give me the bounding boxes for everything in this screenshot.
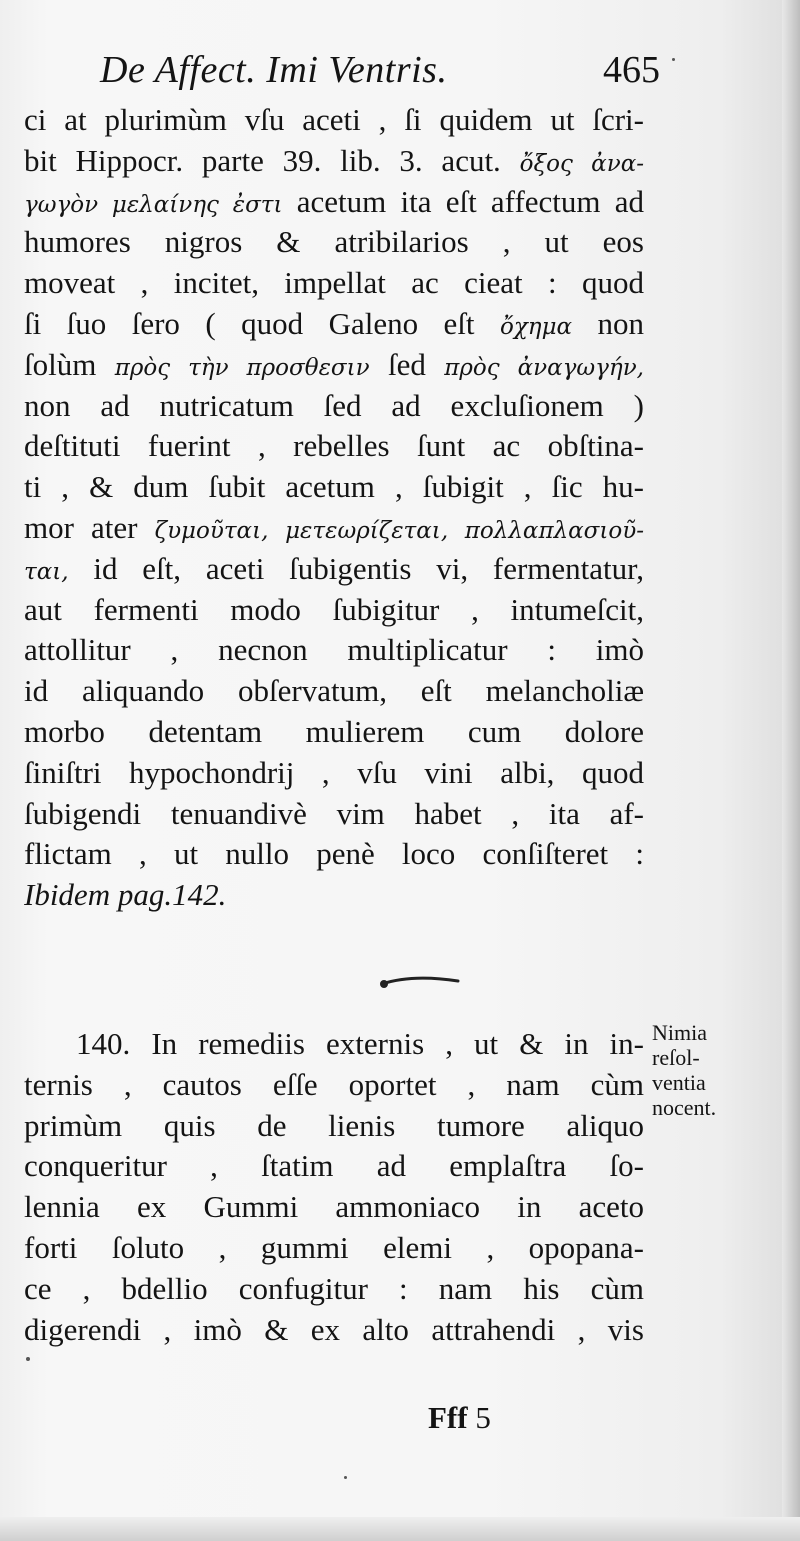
text-line (24, 630, 644, 671)
text-line (24, 100, 644, 141)
citation-line (24, 875, 644, 916)
text-line (24, 753, 644, 794)
text-line (24, 263, 644, 304)
page-bottom-shadow (0, 1517, 800, 1541)
text-line (24, 386, 644, 427)
line-text: ce , bdellio confugitur : nam his cùm (24, 1270, 644, 1306)
section-ornament (380, 972, 460, 992)
text-line (24, 1024, 644, 1065)
text-line (24, 467, 644, 508)
line-text: ternis , cautos eſſe oportet , nam cùm (24, 1066, 644, 1102)
line-text: acetum ita eſt affectum ad (282, 183, 644, 219)
line-text: flictam , ut nullo penè loco conſiſteret : (24, 836, 644, 872)
line-text: ſolùm (24, 346, 115, 382)
line-text: primùm quis de lienis tumore aliquo (24, 1107, 644, 1143)
line-text: ſi ſuo ſero ( quod Galeno eſt (24, 305, 500, 341)
text-line (24, 1228, 644, 1269)
line-text: aut fermenti modo ſubigitur , intumeſcit, (24, 591, 644, 627)
text-line (24, 345, 644, 386)
text-line (24, 712, 644, 753)
signature-mark (428, 1398, 491, 1438)
ink-speck (26, 1357, 30, 1361)
text-line (24, 1065, 644, 1106)
text-line (24, 549, 644, 590)
greek-text: πρὸς ἀναγωγήν, (444, 354, 644, 381)
margin-note-line: Nimia (652, 1020, 707, 1045)
line-text: morbo detentam mulierem cum dolore (24, 713, 644, 749)
margin-note (652, 1020, 762, 1120)
line-text: ti , & dum ſubit acetum , ſubigit , ſic hu- (24, 469, 644, 505)
greek-text: ὄξος ἀνα- (519, 150, 644, 177)
line-text: lennia ex Gummi ammoniaco in aceto (24, 1189, 644, 1225)
line-text: non ad nutricatum ſed ad excluſionem ) (24, 387, 644, 423)
text-line (24, 1187, 644, 1228)
line-text: conqueritur , ſtatim ad emplaſtra ſo- (24, 1148, 644, 1184)
line-text: ſed (369, 346, 445, 382)
ink-speck (672, 58, 675, 61)
page-header (100, 42, 660, 98)
line-text: bit Hippocr. parte 39. lib. 3. acut. (24, 142, 520, 178)
line-text: deſtituti fuerint , rebelles ſunt ac obſtina- (24, 428, 644, 464)
text-line (24, 508, 644, 549)
line-text: id eſt, aceti ſubigentis vi, fermentatur, (68, 550, 644, 586)
text-line (24, 834, 644, 875)
text-line (24, 182, 644, 223)
text-line (24, 1310, 644, 1351)
greek-text: γωγὸν μελαίνης ἐστι (24, 191, 283, 218)
citation-text: Ibidem pag.142. (24, 877, 227, 913)
signature-letters: Fff (428, 1400, 468, 1435)
text-line (24, 794, 644, 835)
text-line (24, 1146, 644, 1187)
text-line (24, 426, 644, 467)
text-line (24, 1269, 644, 1310)
greek-text: ὄχημα (500, 313, 573, 340)
line-text: attollitur , necnon multiplicatur : imò (24, 632, 644, 668)
line-text: non (572, 305, 644, 341)
text-line (24, 222, 644, 263)
greek-text: πρὸς τὴν προσθεσιν (114, 354, 370, 381)
text-line (24, 590, 644, 631)
greek-text: ζυμοῦται, μετεωρίζεται, πολλαπλασιοῦ- (154, 517, 644, 544)
margin-note-line: reſol- (652, 1045, 700, 1070)
page-number: 465 (603, 49, 660, 91)
line-text: ſubigendi tenuandivè vim habet , ita af- (24, 795, 644, 831)
ink-speck (344, 1476, 347, 1479)
paragraph-1 (24, 100, 644, 916)
line-text: digerendi , imò & ex alto attrahendi , vis (24, 1311, 644, 1347)
running-head: De Affect. Imi Ventris. (100, 49, 448, 91)
signature-number: 5 (475, 1400, 491, 1435)
page-edge-shadow (782, 0, 800, 1541)
line-text: ſiniſtri hypochondrij , vſu vini albi, quod (24, 754, 644, 790)
line-text: moveat , incitet, impellat ac cieat : quod (24, 265, 644, 301)
margin-note-line: ventia (652, 1070, 706, 1095)
line-text: id aliquando obſervatum, eſt melancholiæ (24, 673, 644, 709)
text-line (24, 141, 644, 182)
text-line (24, 671, 644, 712)
text-line (24, 1106, 644, 1147)
line-text: forti ſoluto , gummi elemi , opopana- (24, 1229, 644, 1265)
paragraph-2 (24, 1024, 644, 1350)
text-line (24, 304, 644, 345)
line-text: humores nigros & atribilarios , ut eos (24, 224, 644, 260)
line-text: 140. In remediis externis , ut & in in- (76, 1026, 644, 1061)
margin-note-line: nocent. (652, 1095, 717, 1120)
line-text: ci at plurimùm vſu aceti , ſi quidem ut ſcri- (24, 102, 644, 137)
greek-text: ται, (24, 558, 69, 585)
line-text: mor ater (24, 509, 155, 545)
